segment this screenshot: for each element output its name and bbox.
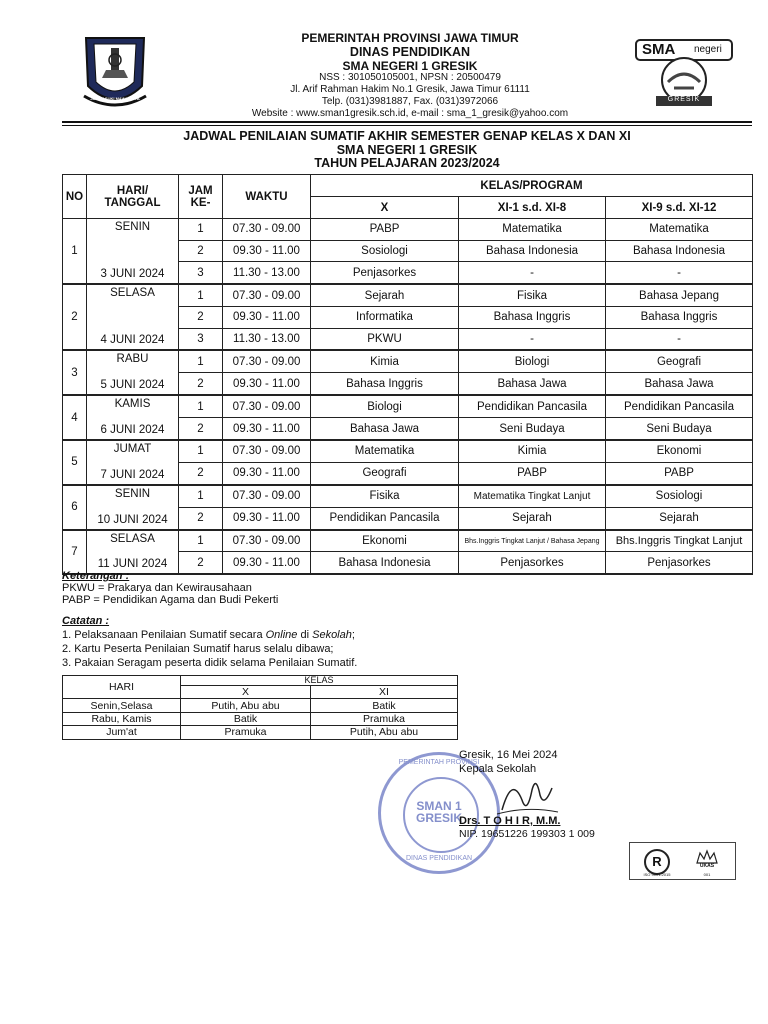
certification-badge xyxy=(629,842,736,880)
day-date: 5 JUNI 2024 xyxy=(100,379,165,392)
cell-jam: 1 xyxy=(179,485,223,507)
catatan-heading: Catatan : xyxy=(62,615,110,627)
dress-header-kelas: KELAS xyxy=(181,676,458,686)
cell-jam: 2 xyxy=(179,552,223,574)
cell-kelas-xi9: Bahasa Jepang xyxy=(606,284,753,306)
cell-kelas-xi9: - xyxy=(606,262,753,284)
table-row xyxy=(63,284,753,306)
cell-kelas-xi1: Seni Budaya xyxy=(459,418,606,440)
cell-waktu: 07.30 - 09.00 xyxy=(223,350,311,372)
day-date: 4 JUNI 2024 xyxy=(100,334,165,347)
letterhead-line1: PEMERINTAH PROVINSI JAWA TIMUR xyxy=(301,31,519,45)
day-date: 3 JUNI 2024 xyxy=(100,268,165,281)
header-hari: HARI/ TANGGAL xyxy=(87,175,179,219)
stamp-ring-bottom: DINAS PENDIDIKAN xyxy=(405,855,473,862)
cell-waktu: 07.30 - 09.00 xyxy=(223,284,311,306)
cell-kelas-xi1: Bahasa Inggris xyxy=(459,306,606,328)
catatan-item-1: 1. Pelaksanaan Penilaian Sumatif secara Online di Sekolah; xyxy=(62,629,355,641)
cell-kelas-xi9: Sosiologi xyxy=(606,485,753,507)
cell-jam: 2 xyxy=(179,462,223,484)
dress-header-xi: XI xyxy=(311,686,458,699)
cell-no: 3 xyxy=(63,350,87,395)
emblem-caption: JER BASUKI MAWA BEYA xyxy=(90,96,140,101)
cert-left-caption: ISO 9001:2015 xyxy=(643,872,671,877)
stamp-text: SMAN 1 GRESIK xyxy=(415,799,462,825)
keterangan-heading: Keterangan : xyxy=(62,570,130,582)
stamp-ring-top: PEMERINTAH PROVINSI xyxy=(398,759,480,766)
cell-jam: 3 xyxy=(179,262,223,284)
table-row xyxy=(63,219,753,241)
cell-jam: 2 xyxy=(179,306,223,328)
dress-cell-xi: Batik xyxy=(311,699,458,712)
header-xi9: XI-9 s.d. XI-12 xyxy=(606,197,753,219)
jawa-timur-emblem xyxy=(80,34,150,114)
cell-kelas-x: PKWU xyxy=(311,328,459,350)
cell-kelas-xi9: Bahasa Indonesia xyxy=(606,240,753,262)
cell-kelas-xi1: Matematika xyxy=(459,219,606,241)
cell-jam: 2 xyxy=(179,240,223,262)
cell-kelas-xi1: Matematika Tingkat Lanjut xyxy=(459,485,606,507)
letterhead-school: SMA NEGERI 1 GRESIK xyxy=(342,59,478,73)
letterhead-line2: DINAS PENDIDIKAN xyxy=(349,45,471,59)
dress-cell-xi: Putih, Abu abu xyxy=(311,726,458,739)
cell-kelas-x: Fisika xyxy=(311,485,459,507)
catatan-item-2: 2. Kartu Peserta Penilaian Sumatif harus selalu dibawa; xyxy=(62,643,334,655)
cell-kelas-x: Bahasa Inggris xyxy=(311,373,459,395)
cell-kelas-xi1: Bahasa Jawa xyxy=(459,373,606,395)
logo-gresik-text: GRESIK xyxy=(667,96,701,103)
cell-kelas-x: Informatika xyxy=(311,306,459,328)
dress-header-hari: HARI xyxy=(63,676,181,699)
cell-kelas-x: Kimia xyxy=(311,350,459,372)
cell-kelas-x: Ekonomi xyxy=(311,530,459,552)
cell-kelas-xi9: - xyxy=(606,328,753,350)
cell-no: 1 xyxy=(63,219,87,285)
day-name: SENIN xyxy=(114,221,151,233)
cell-kelas-x: Matematika xyxy=(311,440,459,462)
cell-jam: 1 xyxy=(179,219,223,241)
cell-waktu: 07.30 - 09.00 xyxy=(223,395,311,417)
cell-jam: 1 xyxy=(179,284,223,306)
cell-kelas-x: Geografi xyxy=(311,462,459,484)
cell-hari-tanggal xyxy=(87,440,179,485)
day-date: 6 JUNI 2024 xyxy=(100,423,165,436)
cell-kelas-x: PABP xyxy=(311,219,459,241)
cell-kelas-xi9: Geografi xyxy=(606,350,753,372)
logo-sma-text: SMA xyxy=(642,41,676,58)
cell-kelas-xi9: Bahasa Jawa xyxy=(606,373,753,395)
doc-title-line2: SMA NEGERI 1 GRESIK xyxy=(336,143,478,157)
cell-kelas-xi1: Bahasa Indonesia xyxy=(459,240,606,262)
cell-kelas-xi9: Bhs.Inggris Tingkat Lanjut xyxy=(606,530,753,552)
cell-kelas-xi1: Fisika xyxy=(459,284,606,306)
cell-no: 7 xyxy=(63,530,87,575)
header-jam: JAM KE- xyxy=(179,175,223,219)
signature-place-date: Gresik, 16 Mei 2024 xyxy=(459,749,558,761)
cell-jam: 1 xyxy=(179,350,223,372)
cell-waktu: 11.30 - 13.00 xyxy=(223,262,311,284)
dress-cell-x: Batik xyxy=(181,712,311,725)
cell-hari-tanggal xyxy=(87,530,179,575)
catatan-item-3: 3. Pakaian Seragam peserta didik selama Penilaian Sumatif. xyxy=(62,657,358,669)
cell-waktu: 09.30 - 11.00 xyxy=(223,240,311,262)
letterhead-phone: Telp. (031)3981887, Fax. (031)3972066 xyxy=(321,96,499,107)
cert-right-caption: 001 xyxy=(703,872,711,877)
cell-kelas-x: Pendidikan Pancasila xyxy=(311,507,459,529)
header-no: NO xyxy=(63,175,87,219)
cell-kelas-xi9: Pendidikan Pancasila xyxy=(606,395,753,417)
cell-kelas-xi9: Bahasa Inggris xyxy=(606,306,753,328)
signature-name: Drs. T O H I R, M.M. xyxy=(459,815,561,827)
logo-negeri-text: negeri xyxy=(694,44,722,55)
dress-cell-hari: Jum'at xyxy=(63,726,181,739)
cell-kelas-xi1: Penjasorkes xyxy=(459,552,606,574)
table-row xyxy=(63,485,753,507)
dress-cell-xi: Pramuka xyxy=(311,712,458,725)
day-date: 10 JUNI 2024 xyxy=(97,513,168,526)
cell-waktu: 09.30 - 11.00 xyxy=(223,552,311,574)
letterhead-nss: NSS : 301050105001, NPSN : 20500479 xyxy=(319,72,501,83)
cell-kelas-xi9: Ekonomi xyxy=(606,440,753,462)
dress-row xyxy=(63,699,458,712)
day-date: 7 JUNI 2024 xyxy=(100,468,165,481)
cell-hari-tanggal xyxy=(87,395,179,440)
cell-waktu: 07.30 - 09.00 xyxy=(223,485,311,507)
cell-kelas-xi9: Sejarah xyxy=(606,507,753,529)
cell-kelas-xi1: - xyxy=(459,328,606,350)
letterhead-rule-thick xyxy=(62,121,752,123)
registered-mark-icon: R xyxy=(644,849,670,875)
letterhead-website: Website : www.sman1gresik.sch.id, e-mail : sma_1_gresik@yahoo.com xyxy=(251,108,569,119)
dress-code-table xyxy=(62,675,458,740)
header-x: X xyxy=(311,197,459,219)
signature-nip: NIP. 19651226 199303 1 009 xyxy=(459,828,595,840)
day-name: SELASA xyxy=(110,532,155,545)
day-date: 11 JUNI 2024 xyxy=(97,558,168,571)
dress-cell-x: Pramuka xyxy=(181,726,311,739)
cell-kelas-x: Bahasa Indonesia xyxy=(311,552,459,574)
cell-kelas-xi1: Pendidikan Pancasila xyxy=(459,395,606,417)
cell-kelas-xi9: Seni Budaya xyxy=(606,418,753,440)
day-name: SELASA xyxy=(110,287,155,300)
dress-header-x: X xyxy=(181,686,311,699)
cell-jam: 1 xyxy=(179,395,223,417)
cell-kelas-xi1: Biologi xyxy=(459,350,606,372)
cell-jam: 2 xyxy=(179,507,223,529)
cell-kelas-x: Penjasorkes xyxy=(311,262,459,284)
day-name: RABU xyxy=(116,353,149,366)
dress-cell-x: Putih, Abu abu xyxy=(181,699,311,712)
cell-no: 6 xyxy=(63,485,87,530)
header-kelas: KELAS/PROGRAM xyxy=(311,175,753,197)
cell-hari-tanggal xyxy=(87,219,179,285)
doc-title-line1: JADWAL PENILAIAN SUMATIF AKHIR SEMESTER GENAP KELAS X DAN XI xyxy=(183,129,631,143)
cell-hari-tanggal xyxy=(87,284,179,350)
dress-cell-hari: Rabu, Kamis xyxy=(63,712,181,725)
dress-cell-hari: Senin,Selasa xyxy=(63,699,181,712)
cell-kelas-xi9: Matematika xyxy=(606,219,753,241)
cell-waktu: 07.30 - 09.00 xyxy=(223,530,311,552)
cell-kelas-xi1: Bhs.Inggris Tingkat Lanjut / Bahasa Jepang xyxy=(459,530,606,552)
cell-kelas-xi1: Sejarah xyxy=(459,507,606,529)
table-row xyxy=(63,350,753,372)
table-row xyxy=(63,440,753,462)
cell-jam: 3 xyxy=(179,328,223,350)
day-name: KAMIS xyxy=(114,398,151,411)
cell-kelas-x: Sosiologi xyxy=(311,240,459,262)
cell-kelas-xi1: PABP xyxy=(459,462,606,484)
header-xi1: XI-1 s.d. XI-8 xyxy=(459,197,606,219)
cell-jam: 2 xyxy=(179,418,223,440)
cell-hari-tanggal xyxy=(87,350,179,395)
cell-jam: 1 xyxy=(179,530,223,552)
cell-no: 5 xyxy=(63,440,87,485)
letterhead-rule-thin xyxy=(62,125,752,126)
day-name: JUMAT xyxy=(113,442,152,455)
table-row xyxy=(63,530,753,552)
cell-waktu: 09.30 - 11.00 xyxy=(223,462,311,484)
cell-kelas-xi9: PABP xyxy=(606,462,753,484)
header-waktu: WAKTU xyxy=(223,175,311,219)
cell-kelas-xi9: Penjasorkes xyxy=(606,552,753,574)
cell-waktu: 09.30 - 11.00 xyxy=(223,418,311,440)
cell-kelas-x: Biologi xyxy=(311,395,459,417)
keterangan-pkwu: PKWU = Prakarya dan Kewirausahaan xyxy=(62,582,252,594)
cell-kelas-x: Sejarah xyxy=(311,284,459,306)
exam-schedule-table xyxy=(62,174,753,575)
dress-row xyxy=(63,726,458,739)
cell-kelas-x: Bahasa Jawa xyxy=(311,418,459,440)
cell-no: 2 xyxy=(63,284,87,350)
sma-negeri-logo xyxy=(634,38,734,110)
cell-waktu: 09.30 - 11.00 xyxy=(223,373,311,395)
cell-waktu: 07.30 - 09.00 xyxy=(223,440,311,462)
letterhead-address: Jl. Arif Rahman Hakim No.1 Gresik, Jawa Timur 61111 xyxy=(290,84,530,95)
cell-waktu: 11.30 - 13.00 xyxy=(223,328,311,350)
cell-jam: 1 xyxy=(179,440,223,462)
cell-kelas-xi1: - xyxy=(459,262,606,284)
table-row xyxy=(63,395,753,417)
cell-kelas-xi1: Kimia xyxy=(459,440,606,462)
cert-ukas-label: UKAS xyxy=(699,863,715,869)
keterangan-pabp: PABP = Pendidikan Agama dan Budi Pekerti xyxy=(62,594,279,606)
day-name: SENIN xyxy=(114,487,151,500)
signature-role: Kepala Sekolah xyxy=(459,763,537,775)
cell-waktu: 07.30 - 09.00 xyxy=(223,219,311,241)
cell-no: 4 xyxy=(63,395,87,440)
doc-title-line3: TAHUN PELAJARAN 2023/2024 xyxy=(314,156,500,170)
cell-jam: 2 xyxy=(179,373,223,395)
cell-waktu: 09.30 - 11.00 xyxy=(223,507,311,529)
cell-waktu: 09.30 - 11.00 xyxy=(223,306,311,328)
dress-row xyxy=(63,712,458,725)
cell-hari-tanggal xyxy=(87,485,179,530)
